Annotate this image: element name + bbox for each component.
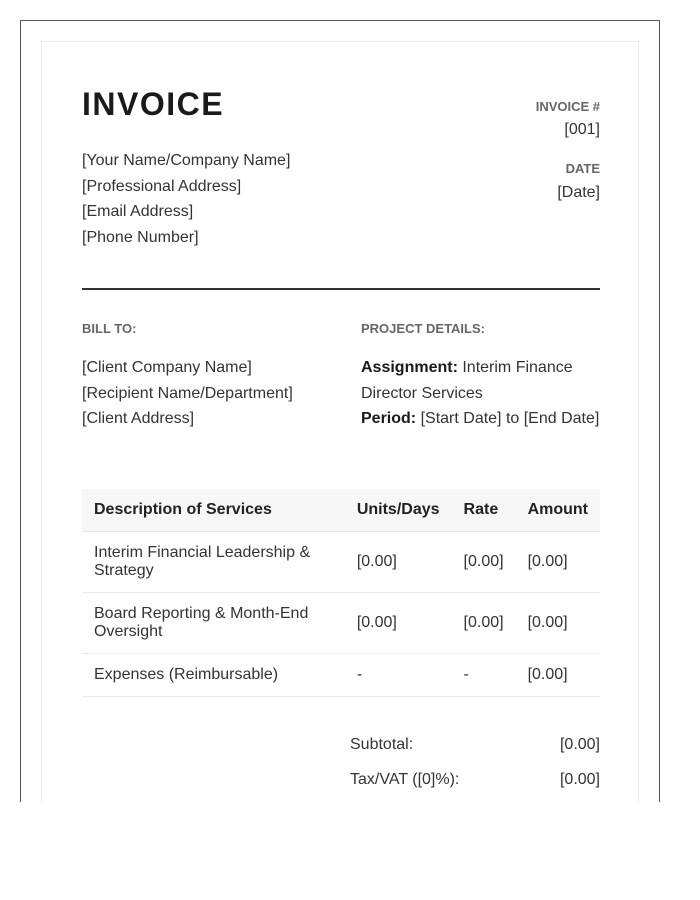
invoice-number-value: [001] [564,121,600,138]
period-value: [Start Date] to [End Date] [420,410,600,427]
invoice-title: INVOICE [82,86,225,122]
period-line [361,410,599,428]
services-table [82,489,600,697]
sender-email: [Email Address] [82,203,194,220]
assignment-value: Interim Finance [462,359,573,376]
row-amount: [0.00] [516,532,600,593]
table-header-row [82,489,600,532]
subtotal-value: [0.00] [559,736,600,753]
date-label: DATE [565,161,600,176]
header-rate: Rate [452,489,516,532]
row-description [82,593,345,654]
tax-label: Tax/VAT ([0]%): [350,771,460,788]
period-label: Period: [361,410,417,427]
invoice-number-label: INVOICE # [535,99,600,114]
row-amount: [0.00] [516,654,600,697]
header-divider [82,288,600,290]
bill-to-label: BILL TO: [82,321,137,336]
row-units: - [345,654,452,697]
row-amount: [0.00] [516,593,600,654]
row-rate: - [452,654,516,697]
row-description-line: Strategy [94,562,154,579]
row-description: Expenses (Reimbursable) [82,654,345,697]
tax-value: [0.00] [559,771,600,788]
assignment-line [361,359,573,377]
date-value: [Date] [557,184,600,201]
assignment-value-continued: Director Services [361,385,483,402]
assignment-label: Assignment: [361,359,458,376]
row-rate: [0.00] [452,593,516,654]
subtotal-label: Subtotal: [350,736,414,753]
client-company: [Client Company Name] [82,359,252,376]
table-row [82,654,600,697]
header-amount: Amount [516,489,600,532]
sender-phone: [Phone Number] [82,229,199,246]
header-description: Description of Services [82,489,345,532]
row-description-line: Oversight [94,623,163,640]
client-recipient: [Recipient Name/Department] [82,385,293,402]
row-rate: [0.00] [452,532,516,593]
sender-name: [Your Name/Company Name] [82,152,291,169]
table-row [82,532,600,593]
row-description [82,532,345,593]
row-units: [0.00] [345,593,452,654]
row-units: [0.00] [345,532,452,593]
table-row [82,593,600,654]
client-address: [Client Address] [82,410,195,427]
header-units: Units/Days [345,489,452,532]
sender-address: [Professional Address] [82,178,242,195]
row-description-line: Interim Financial Leadership & [94,544,311,561]
project-details-label: PROJECT DETAILS: [361,321,485,336]
row-description-line: Board Reporting & Month-End [94,605,309,622]
